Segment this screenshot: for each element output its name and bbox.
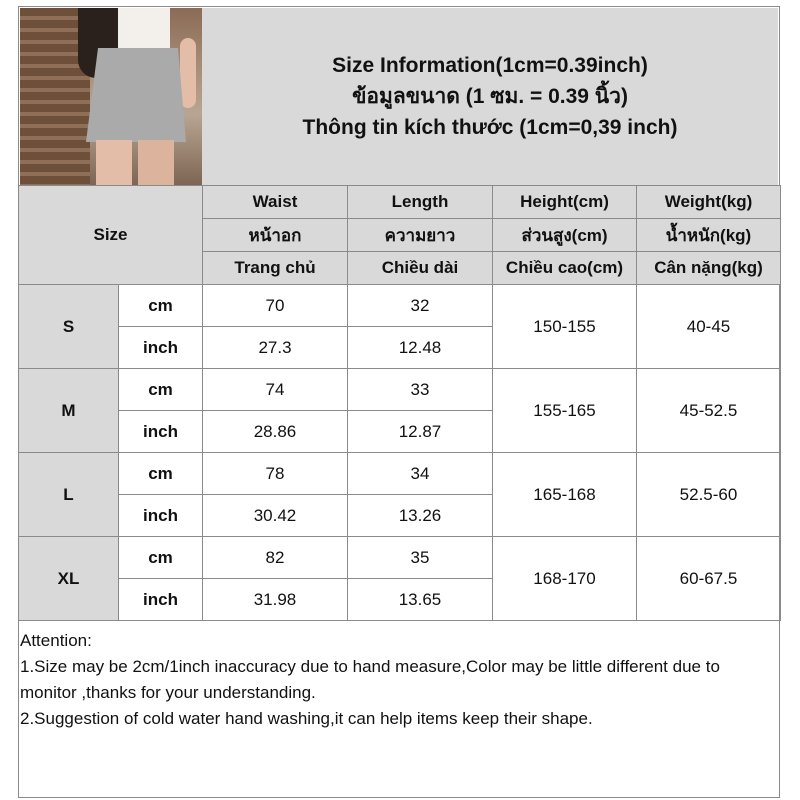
product-photo: [20, 8, 202, 185]
unit-cm: cm: [119, 453, 203, 495]
skirt-image: [86, 48, 186, 142]
unit-cm: cm: [119, 369, 203, 411]
weight-range: 60-67.5: [637, 537, 781, 621]
waist-inch: 28.86: [203, 411, 348, 453]
table-row: [19, 453, 781, 495]
height-range: 155-165: [493, 369, 637, 453]
length-inch: 12.87: [348, 411, 493, 453]
col-weight-en: Weight(kg): [637, 186, 781, 219]
col-waist-th: หน้าอก: [203, 219, 348, 252]
attention-heading: Attention:: [20, 631, 92, 650]
height-range: 168-170: [493, 537, 637, 621]
col-height-vi: Chiều cao(cm): [493, 252, 637, 285]
attention-notes: [20, 628, 776, 732]
col-height-th: ส่วนสูง(cm): [493, 219, 637, 252]
col-waist-vi: Trang chủ: [203, 252, 348, 285]
length-cm: 34: [348, 453, 493, 495]
unit-cm: cm: [119, 537, 203, 579]
height-range: 165-168: [493, 453, 637, 537]
waist-cm: 74: [203, 369, 348, 411]
attention-line-1: 1.Size may be 2cm/1inch inaccuracy due to hand measure,Color may be little different due to monitor ,thanks for your understanding.: [20, 657, 720, 702]
col-height-en: Height(cm): [493, 186, 637, 219]
size-table: [18, 185, 781, 621]
unit-inch: inch: [119, 579, 203, 621]
size-header: Size: [19, 186, 203, 285]
size-label: L: [19, 453, 119, 537]
weight-range: 52.5-60: [637, 453, 781, 537]
size-label: XL: [19, 537, 119, 621]
table-row: [19, 285, 781, 327]
col-waist-en: Waist: [203, 186, 348, 219]
title-panel: [202, 8, 778, 185]
weight-range: 45-52.5: [637, 369, 781, 453]
unit-inch: inch: [119, 411, 203, 453]
attention-line-2: 2.Suggestion of cold water hand washing,it can help items keep their shape.: [20, 709, 593, 728]
waist-cm: 70: [203, 285, 348, 327]
col-length-vi: Chiều dài: [348, 252, 493, 285]
length-inch: 13.65: [348, 579, 493, 621]
unit-cm: cm: [119, 285, 203, 327]
unit-inch: inch: [119, 327, 203, 369]
length-cm: 35: [348, 537, 493, 579]
title-thai: ข้อมูลขนาด (1 ซม. = 0.39 นิ้ว): [352, 85, 628, 108]
waist-inch: 27.3: [203, 327, 348, 369]
title-vietnamese: Thông tin kích thước (1cm=0,39 inch): [302, 116, 678, 139]
size-label: M: [19, 369, 119, 453]
length-cm: 33: [348, 369, 493, 411]
size-label: S: [19, 285, 119, 369]
waist-inch: 30.42: [203, 495, 348, 537]
unit-inch: inch: [119, 495, 203, 537]
waist-cm: 82: [203, 537, 348, 579]
length-inch: 13.26: [348, 495, 493, 537]
waist-inch: 31.98: [203, 579, 348, 621]
col-length-th: ความยาว: [348, 219, 493, 252]
title-english: Size Information(1cm=0.39inch): [332, 54, 648, 77]
col-weight-th: น้ำหนัก(kg): [637, 219, 781, 252]
table-row: [19, 537, 781, 579]
col-length-en: Length: [348, 186, 493, 219]
height-range: 150-155: [493, 285, 637, 369]
col-weight-vi: Cân nặng(kg): [637, 252, 781, 285]
waist-cm: 78: [203, 453, 348, 495]
weight-range: 40-45: [637, 285, 781, 369]
table-row: [19, 369, 781, 411]
length-inch: 12.48: [348, 327, 493, 369]
length-cm: 32: [348, 285, 493, 327]
